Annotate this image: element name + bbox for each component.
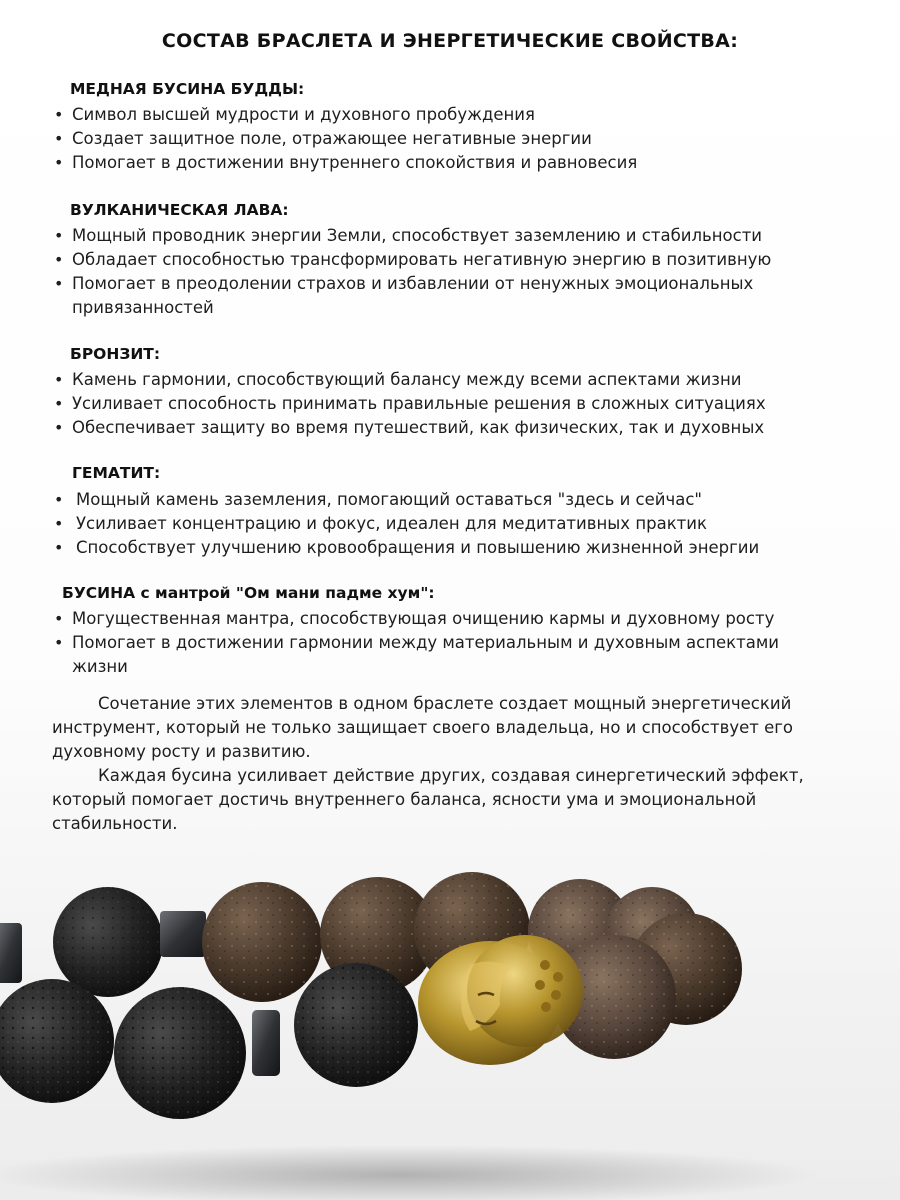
list-item: • Усиливает способность принимать правильные решения в сложных ситуациях [54, 394, 766, 413]
list-item: • Помогает в преодолении страхов и избавлении от ненужных эмоциональных привязанностей [54, 274, 754, 317]
section-heading: ГЕМАТИТ: [72, 464, 161, 482]
bracelet-photo [0, 845, 900, 1200]
summary-paragraph: Каждая бусина усиливает действие других, создавая синергетический эффект, который помогает достичь внутреннего баланса, ясности ума и эмоциональной стабильности. [52, 766, 804, 833]
list-item: • Мощный камень заземления, помогающий оставаться "здесь и сейчас" [54, 490, 703, 509]
list-item: • Могущественная мантра, способствующая очищению кармы и духовному росту [54, 609, 775, 628]
list-item: • Помогает в достижении внутреннего спокойствия и равновесия [54, 153, 638, 172]
section-heading: ВУЛКАНИЧЕСКАЯ ЛАВА: [70, 201, 289, 219]
section-heading: БУСИНА с мантрой "Ом мани падме хум": [62, 584, 435, 602]
list-item: • Создает защитное поле, отражающее негативные энергии [54, 129, 592, 148]
list-item: • Способствует улучшению кровообращения и повышению жизненной энергии [54, 538, 760, 557]
section-heading: БРОНЗИТ: [70, 345, 161, 363]
list-item: • Усиливает концентрацию и фокус, идеален для медитативных практик [54, 514, 707, 533]
list-item: • Обеспечивает защиту во время путешествий, как физических, так и духовных [54, 418, 765, 437]
page-title: СОСТАВ БРАСЛЕТА И ЭНЕРГЕТИЧЕСКИЕ СВОЙСТВА: [161, 30, 739, 52]
list-item: • Камень гармонии, способствующий балансу между всеми аспектами жизни [54, 370, 742, 389]
list-item: • Помогает в достижении гармонии между материальным и духовным аспектами жизни [54, 633, 779, 676]
section-heading: МЕДНАЯ БУСИНА БУДДЫ: [70, 80, 305, 98]
list-item: • Символ высшей мудрости и духовного пробуждения [54, 105, 535, 124]
list-item: • Мощный проводник энергии Земли, способствует заземлению и стабильности [54, 226, 763, 245]
list-item: • Обладает способностью трансформировать негативную энергию в позитивную [54, 250, 772, 269]
summary-paragraph: Сочетание этих элементов в одном браслете создает мощный энергетический инструмент, который не только защищает своего владельца, но и способствует его духовному росту и развитию. [52, 694, 794, 761]
